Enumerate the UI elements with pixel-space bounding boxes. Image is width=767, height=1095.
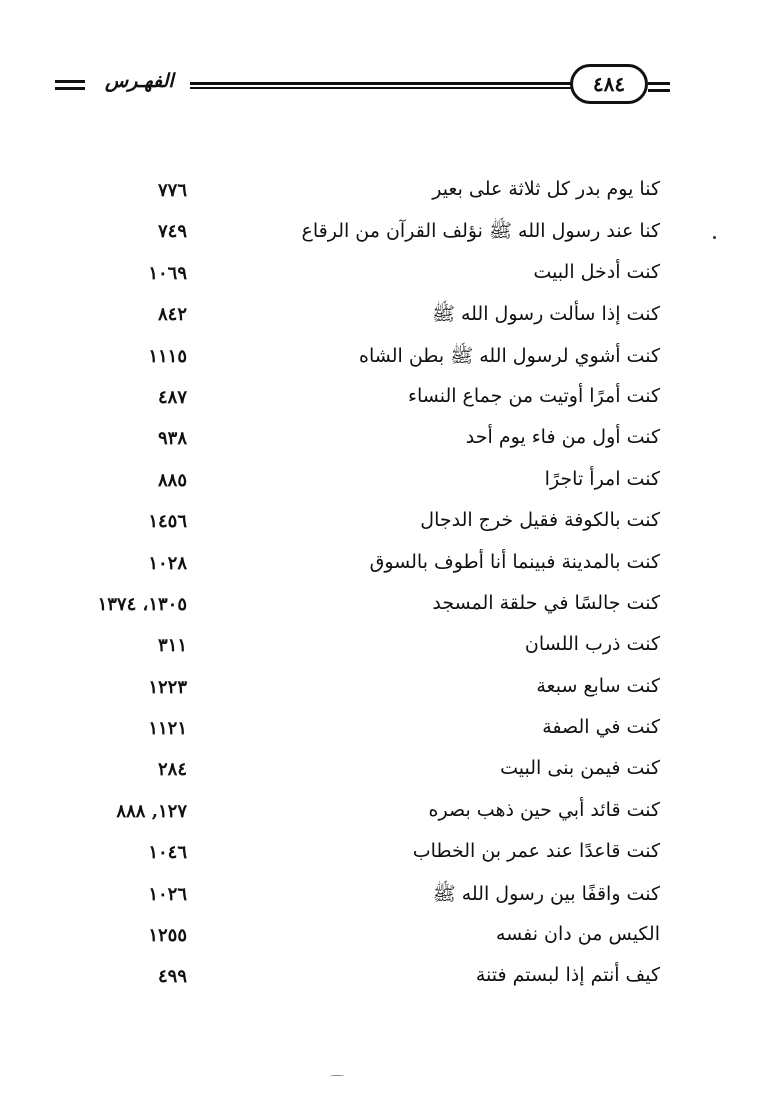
entry-page-ref: ١٠٢٦	[148, 883, 187, 905]
entry-page-ref: ١٢٢٣	[148, 676, 187, 698]
entry-phrase: كنت سابع سبعة	[536, 674, 660, 697]
index-entry	[0, 172, 767, 213]
entry-phrase: كنت قاعدًا عند عمر بن الخطاب	[412, 840, 660, 863]
entry-phrase: كنت أدخل البيت	[533, 260, 660, 283]
index-entry	[0, 545, 767, 586]
page-number: ٤٨٤	[570, 64, 648, 104]
entry-phrase: كيف أنتم إذا لبستم فتنة	[475, 964, 660, 987]
index-entry	[0, 876, 767, 917]
index-entry	[0, 503, 767, 544]
index-entry	[0, 958, 767, 999]
entry-phrase: كنت فيمن بنى البيت	[500, 757, 660, 780]
index-entry	[0, 917, 767, 958]
header-rule	[190, 82, 578, 93]
header-ornament-right	[648, 82, 670, 96]
entry-page-ref: ١١٢١	[148, 718, 187, 740]
header-ornament-left	[55, 80, 85, 92]
entry-page-ref: ١٠٤٦	[148, 842, 187, 864]
entry-page-ref: ٣١١	[157, 635, 187, 657]
entry-phrase: كنت أمرًا أوتيت من جماع النساء	[408, 384, 660, 407]
index-entry	[0, 751, 767, 792]
entry-page-ref: ١٠٦٩	[148, 262, 187, 284]
entry-phrase: كنت ذرب اللسان	[524, 633, 660, 656]
entry-page-ref: ٢٨٤	[157, 759, 187, 781]
entry-page-ref: ٩٣٨	[157, 428, 187, 450]
entry-page-ref: ١٣٠٥، ١٣٧٤	[97, 593, 187, 615]
entry-phrase: كنت أول من فاء يوم أحد	[465, 426, 660, 449]
scan-speck	[330, 1075, 344, 1076]
entry-phrase: كنت بالمدينة فبينما أنا أطوف بالسوق	[369, 550, 660, 573]
page-header	[55, 62, 670, 102]
index-entry	[0, 710, 767, 751]
entry-page-ref: ١٢٧, ٨٨٨	[116, 800, 187, 822]
index-entry	[0, 627, 767, 668]
entry-phrase: كنت جالسًا في حلقة المسجد	[432, 591, 660, 614]
entry-phrase: الكيس من دان نفسه	[495, 923, 660, 946]
entry-page-ref: ١١١٥	[148, 345, 187, 367]
index-entry	[0, 379, 767, 420]
index-entry	[0, 793, 767, 834]
index-entry	[0, 420, 767, 461]
index-entry	[0, 213, 767, 254]
entry-phrase: كنت امرأ تاجرًا	[544, 467, 660, 490]
entry-page-ref: ٨٤٢	[157, 304, 187, 326]
entry-page-ref: ١٠٢٨	[148, 552, 187, 574]
entry-phrase: كنا عند رسول الله ﷺ نؤلف القرآن من الرقاع	[301, 220, 660, 243]
index-entry	[0, 586, 767, 627]
entry-page-ref: ١٢٥٥	[148, 925, 187, 947]
index-entry	[0, 338, 767, 379]
index-list	[0, 172, 767, 1000]
header-title: الفهـرس	[105, 70, 174, 92]
entry-phrase: كنت في الصفة	[542, 716, 660, 739]
entry-phrase: كنا يوم بدر كل ثلاثة على بعير	[432, 178, 660, 200]
index-entry	[0, 669, 767, 710]
entry-phrase: كنت أشوي لرسول الله ﷺ بطن الشاه	[359, 344, 660, 367]
entry-phrase: كنت قائد أبي حين ذهب بصره	[428, 798, 660, 821]
entry-page-ref: ٤٨٧	[157, 386, 187, 408]
scan-speck	[713, 236, 716, 239]
entry-phrase: كنت بالكوفة فقيل خرج الدجال	[420, 509, 660, 532]
entry-page-ref: ٧٤٩	[157, 221, 187, 243]
index-entry	[0, 255, 767, 296]
entry-page-ref: ٤٩٩	[157, 966, 187, 988]
index-entry	[0, 462, 767, 503]
entry-phrase: كنت واقفًا بين رسول الله ﷺ	[432, 882, 660, 905]
entry-page-ref: ٧٧٦	[157, 180, 187, 201]
index-entry	[0, 296, 767, 337]
entry-page-ref: ١٤٥٦	[148, 511, 187, 533]
index-entry	[0, 834, 767, 875]
entry-phrase: كنت إذا سألت رسول الله ﷺ	[431, 303, 660, 326]
entry-page-ref: ٨٨٥	[157, 469, 187, 491]
